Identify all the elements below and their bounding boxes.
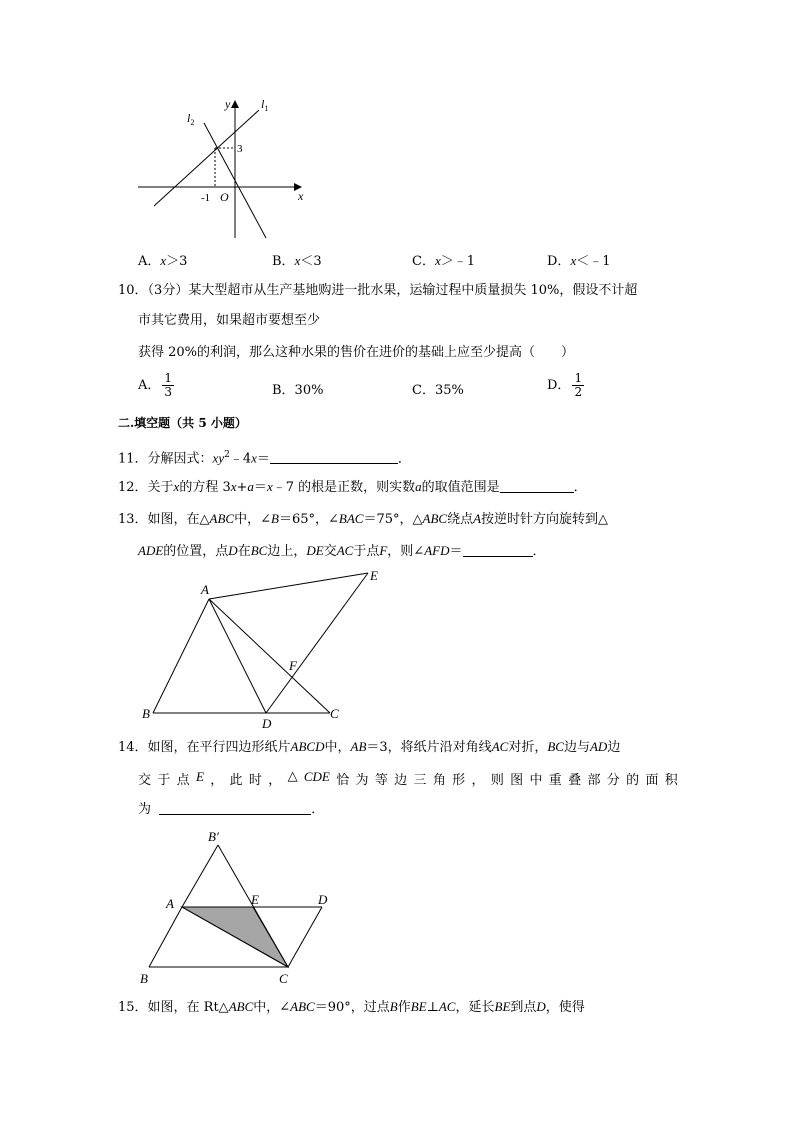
q10-line-2: 市其它费用，如果超市要想至少 (138, 313, 321, 328)
q13-figure (138, 566, 388, 732)
point-bprime-label: B′ (208, 829, 219, 844)
q10-line-1: 10．（3分）某大型超市从生产基地购进一批水果，运输过程中质量损失 10%，假设不计超 (118, 283, 638, 298)
label-x: x (298, 189, 304, 203)
segment-ab (149, 907, 182, 967)
q14-figure (136, 826, 346, 990)
q10-option-b: B．30% (272, 383, 324, 398)
q11: 11．分解因式：$xy^2﹣4x=$ ． (118, 450, 411, 467)
q12-answer-blank[interactable] (500, 478, 574, 493)
point-d-label: D (262, 716, 272, 731)
q14-line-2: 交 于 点 E ， 此 时 ， △ CDE 恰 为 等 边 三 角 形 ， 则 图 中 重 叠 部 分 的 面 积 (138, 769, 678, 788)
segment-dc (288, 907, 322, 967)
q15-line-1: 15．如图，在 Rt△ABC中，∠ABC＝90°，过点B作BE⊥AC，延长BE到点D，使得 (118, 999, 585, 1015)
q13-line-2: ADE的位置，点D在BC边上，DE交AC于点F，则∠AFD＝ ． (138, 543, 546, 559)
q12: 12．关于x的方程 3x+a＝x﹣7 的根是正数，则实数a的取值范围是 ． (118, 479, 587, 495)
point-b-label: B (140, 971, 148, 986)
point-a-label: A (201, 582, 209, 597)
point-d-label: D (318, 892, 328, 907)
q10-option-d: D． $\frac{1}{2}$ (547, 371, 583, 399)
q10-option-c: C．35% (412, 383, 464, 398)
segment-ad (209, 599, 266, 713)
segment-ae (209, 573, 368, 599)
q14-line-1: 14．如图，在平行四边形纸片ABCD中，AB＝3，将纸片沿对角线AC对折，BC边与AD边 (118, 739, 621, 755)
point-e-label: E (251, 892, 259, 907)
q13-line-1: 13．如图，在△ABC中，∠B＝65°，∠BAC＝75°，△ABC绕点A按逆时针方向旋转到△ (118, 511, 609, 527)
label-neg-one: -1 (201, 192, 211, 204)
q9-option-d: D．x＜﹣1 (547, 253, 611, 269)
q10-option-a: A． $\frac{1}{3}$ (138, 371, 173, 399)
q14-answer-blank[interactable] (159, 800, 311, 815)
segment-ac (209, 599, 330, 713)
label-y: y (225, 97, 231, 111)
segment-ab (153, 599, 209, 713)
q9-option-c: C．x＞﹣1 (412, 253, 476, 269)
q11-answer-blank[interactable] (270, 449, 398, 464)
label-l1: $l_1$ (261, 97, 269, 113)
q10-line-3: 获得 20%的利润，那么这种水果的售价在进价的基础上应至少提高（ ） (138, 345, 575, 360)
segment-a-bprime (182, 845, 218, 907)
q9-option-a: A．x＞3 (138, 253, 188, 269)
point-e-label: E (370, 568, 378, 583)
q9-figure (130, 92, 330, 244)
section-heading: 二.填空题（共 5 小题） (118, 416, 247, 430)
label-three: 3 (237, 143, 243, 155)
y-axis-arrow (231, 100, 239, 108)
label-l2: $l_2$ (187, 111, 195, 127)
q14-line-3: 为 ． (138, 802, 325, 817)
point-c-label: C (279, 971, 288, 986)
q9-option-b: B．x＜3 (272, 253, 322, 269)
point-f-label: F (289, 658, 297, 673)
point-c-label: C (330, 706, 339, 721)
point-b-label: B (142, 706, 150, 721)
label-origin: O (220, 190, 229, 204)
point-a-label: A (166, 896, 174, 911)
q13-answer-blank[interactable] (463, 542, 533, 557)
segment-de (266, 573, 368, 713)
